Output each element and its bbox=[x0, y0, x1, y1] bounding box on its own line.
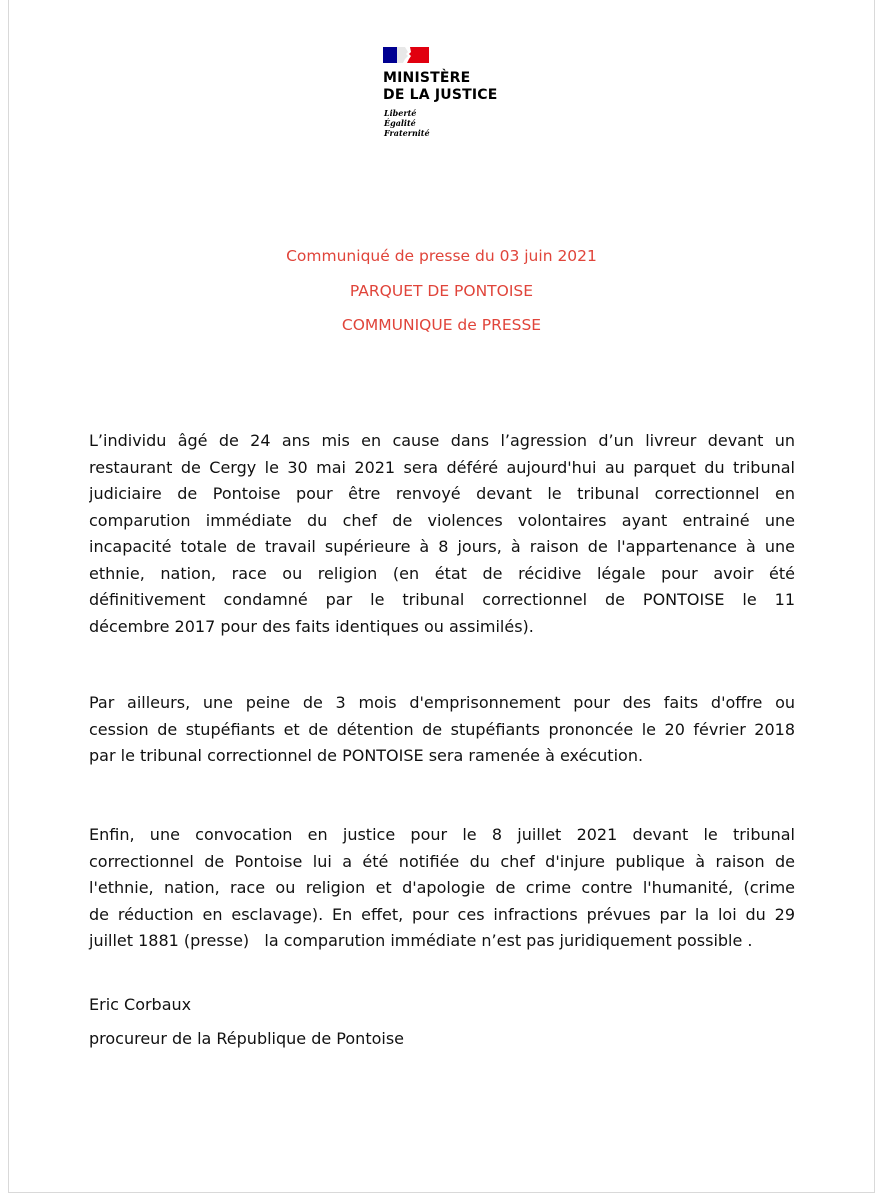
paragraph-1-line: judiciaire de Pontoise pour être renvoyé devant le tribunal correctionnel en bbox=[89, 484, 795, 503]
paragraph-3-line: correctionnel de Pontoise lui a été notifiée du chef d'injure publique à raison de bbox=[89, 851, 795, 871]
paragraph-2 bbox=[89, 690, 795, 770]
paragraph-3-line: de réduction en esclavage). En effet, pour ces infractions prévues par la loi du 29 bbox=[89, 904, 795, 924]
paragraph-1-line: comparution immédiate du chef de violences volontaires ayant entrainé une bbox=[89, 510, 795, 530]
flag-red-band bbox=[407, 47, 429, 63]
motto-egalite: Égalité bbox=[384, 118, 416, 128]
signatory-title: procureur de la République de Pontoise bbox=[89, 1029, 404, 1048]
ministry-name bbox=[383, 70, 498, 104]
paragraph-3-line: Enfin, une convocation en justice pour le 8 juillet 2021 devant le tribunal bbox=[89, 825, 795, 844]
paragraph-1-line: L’individu âgé de 24 ans mis en cause dans l’agression d’un livreur devant un bbox=[89, 431, 795, 450]
paragraph-1-line: décembre 2017 pour des faits identiques ou assimilés). bbox=[89, 616, 534, 636]
republic-motto bbox=[384, 108, 430, 138]
marianne-flag-icon bbox=[383, 46, 429, 64]
paragraph-3-line: l'ethnie, nation, race ou religion et d'apologie de crime contre l'humanité, (crime bbox=[89, 878, 795, 897]
press-release-date: Communiqué de presse du 03 juin 2021 bbox=[286, 247, 597, 265]
flag-blue-band bbox=[383, 47, 397, 63]
paragraph-2-line: cession de stupéfiants et de détention de stupéfiants prononcée le 20 février 2018 bbox=[89, 719, 795, 739]
motto-liberte: Liberté bbox=[384, 108, 417, 118]
press-release-heading: COMMUNIQUE de PRESSE bbox=[341, 316, 542, 334]
signatory-name: Eric Corbaux bbox=[89, 995, 192, 1014]
prosecutor-office-heading: PARQUET DE PONTOISE bbox=[349, 282, 534, 300]
paragraph-1 bbox=[89, 428, 795, 640]
paragraph-1-line: incapacité totale de travail supérieure à 8 jours, à raison de l'appartenance à une bbox=[89, 537, 795, 556]
ministry-logo bbox=[381, 44, 521, 144]
ministry-name-line-2: DE LA JUSTICE bbox=[383, 87, 498, 103]
paragraph-1-line: définitivement condamné par le tribunal correctionnel de PONTOISE le 11 bbox=[89, 590, 795, 609]
paragraph-2-line: par le tribunal correctionnel de PONTOISE sera ramenée à exécution. bbox=[89, 746, 644, 765]
paragraph-1-line: restaurant de Cergy le 30 mai 2021 sera déféré aujourd'hui au parquet du tribunal bbox=[89, 457, 795, 477]
marianne-profile bbox=[397, 47, 408, 63]
paragraph-1-line: ethnie, nation, race ou religion (en état de récidive légale pour avoir été bbox=[89, 563, 795, 583]
motto-fraternite: Fraternité bbox=[384, 128, 430, 138]
paragraph-3-line: juillet 1881 (presse) la comparution immédiate n’est pas juridiquement possible . bbox=[89, 931, 753, 950]
paragraph-3 bbox=[89, 822, 795, 955]
paragraph-2-line: Par ailleurs, une peine de 3 mois d'emprisonnement pour des faits d'offre ou bbox=[89, 693, 795, 712]
ministry-name-line-1: MINISTÈRE bbox=[383, 70, 471, 86]
